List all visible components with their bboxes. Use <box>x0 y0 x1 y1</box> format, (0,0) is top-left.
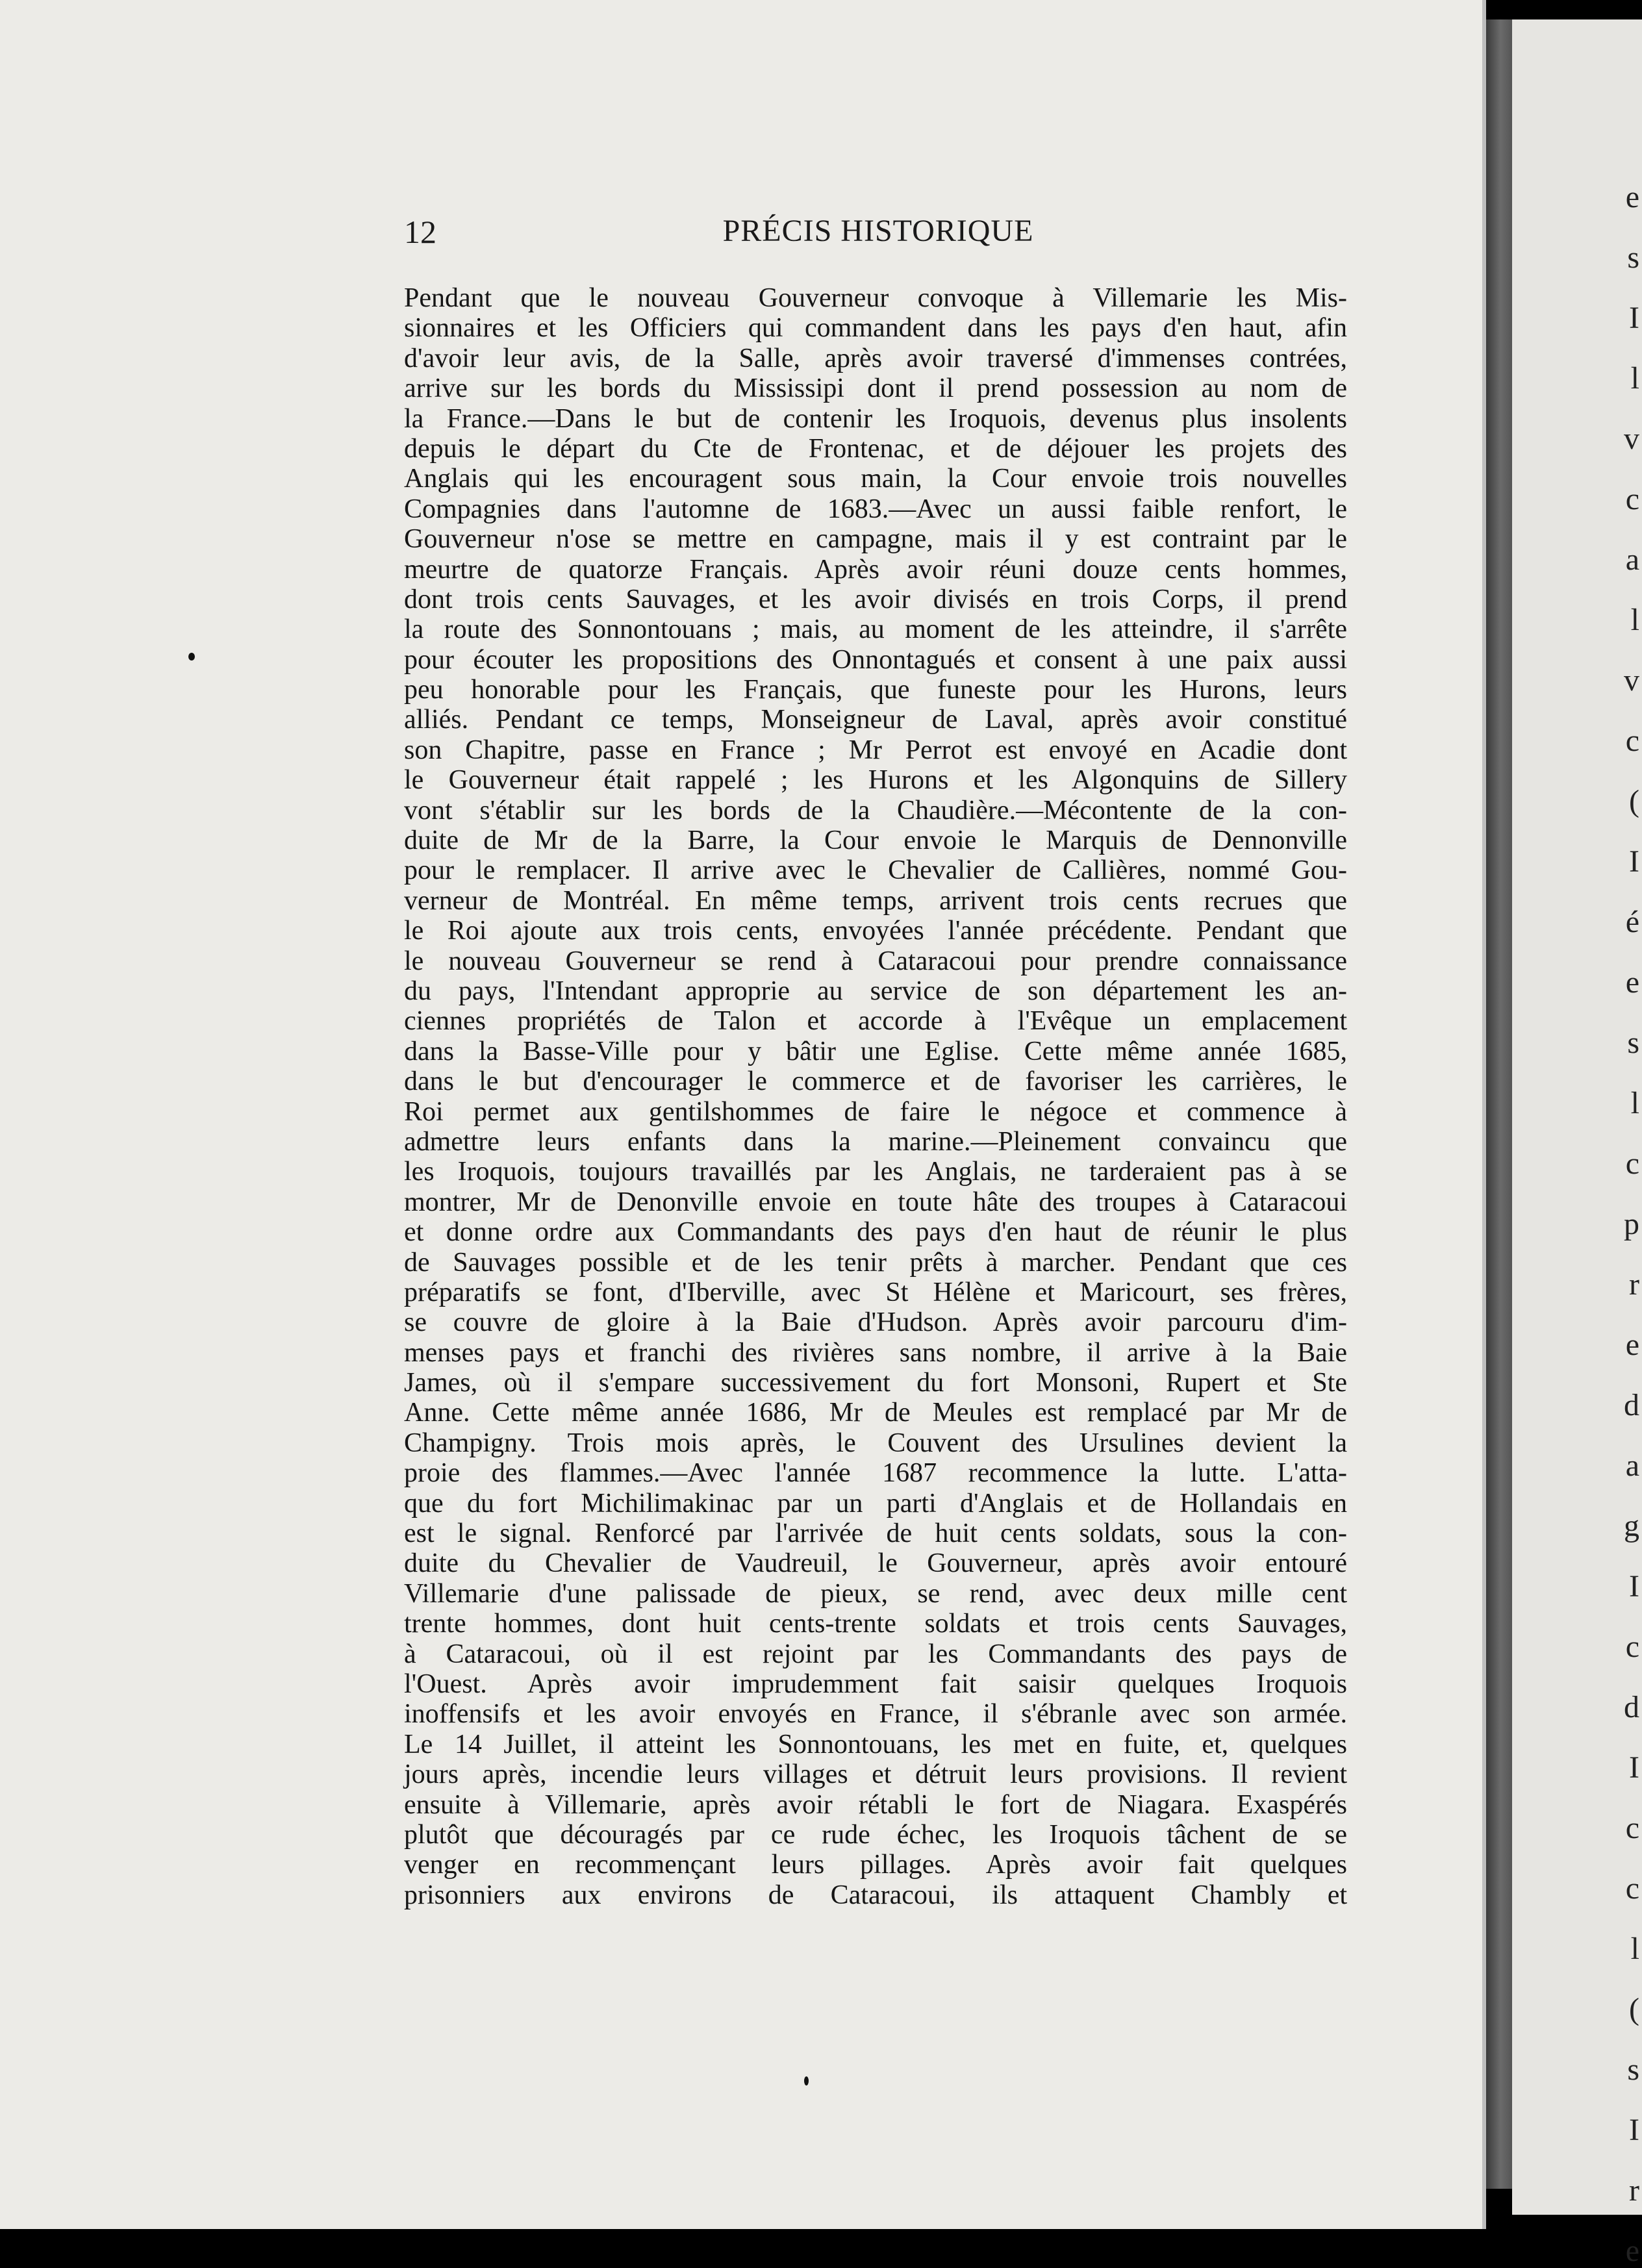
adjacent-page-fragment: c <box>1625 1871 1639 1906</box>
text-line: pour écouter les propositions des Onnontagués et consent à une paix aussi <box>404 644 1347 675</box>
adjacent-page-fragment: l <box>1630 1086 1639 1120</box>
text-line: le Gouverneur était rappelé ; les Hurons et les Algonquins de Sillery <box>404 765 1347 796</box>
adjacent-page-fragment: ( <box>1629 784 1639 818</box>
text-line: pour le remplacer. Il arrive avec le Chevalier de Callières, nommé Gou- <box>404 855 1347 886</box>
adjacent-page-fragment: l <box>1630 603 1639 637</box>
text-line: Pendant que le nouveau Gouverneur convoque à Villemarie les Mis- <box>404 283 1347 313</box>
text-line: prisonniers aux environs de Cataracoui, ils attaquent Chambly et <box>404 1880 1347 1910</box>
adjacent-page-fragment: d <box>1624 1690 1639 1724</box>
adjacent-page-fragment: I <box>1629 1569 1639 1604</box>
text-line: son Chapitre, passe en France ; Mr Perrot est envoyé en Acadie dont <box>404 735 1347 765</box>
adjacent-page-fragment: é <box>1625 905 1639 939</box>
adjacent-page-fragment: s <box>1627 1026 1639 1060</box>
text-line: Roi permet aux gentilshommes de faire le négoce et commence à <box>404 1096 1347 1127</box>
text-line: est le signal. Renforcé par l'arrivée de huit cents soldats, sous la con- <box>404 1518 1347 1549</box>
text-line: duite de Mr de la Barre, la Cour envoie le Marquis de Dennonville <box>404 825 1347 856</box>
text-line: plutôt que découragés par ce rude échec, les Iroquois tâchent de se <box>404 1819 1347 1850</box>
adjacent-page-fragment: c <box>1625 1811 1639 1845</box>
adjacent-page-fragment: v <box>1624 663 1639 698</box>
adjacent-page-fragment: a <box>1625 1448 1639 1483</box>
text-line: le nouveau Gouverneur se rend à Cataracoui pour prendre connaissance <box>404 946 1347 976</box>
text-line: de Sauvages possible et de les tenir prêts à marcher. Pendant que ces <box>404 1247 1347 1278</box>
adjacent-page-fragment: s <box>1627 2052 1639 2087</box>
text-line: les Iroquois, toujours travaillés par les Anglais, ne tarderaient pas à se <box>404 1157 1347 1187</box>
text-line: sionnaires et les Officiers qui commandent dans les pays d'en haut, afin <box>404 313 1347 344</box>
adjacent-page-fragment: c <box>1625 724 1639 758</box>
text-line: menses pays et franchi des rivières sans nombre, il arrive à la Baie <box>404 1337 1347 1368</box>
text-line: James, où il s'empare successivement du fort Monsoni, Rupert et Ste <box>404 1368 1347 1398</box>
text-line: ensuite à Villemarie, après avoir rétabli le fort de Niagara. Exaspérés <box>404 1789 1347 1820</box>
adjacent-page-edge <box>1512 19 1642 2268</box>
text-line: alliés. Pendant ce temps, Monseigneur de Laval, après avoir constitué <box>404 705 1347 735</box>
text-line: vont s'établir sur les bords de la Chaudière.—Mécontente de la con- <box>404 795 1347 825</box>
text-line: Compagnies dans l'automne de 1683.—Avec un aussi faible renfort, le <box>404 494 1347 524</box>
adjacent-page-fragment: v <box>1624 422 1639 456</box>
text-line: meurtre de quatorze Français. Après avoir réuni douze cents hommes, <box>404 554 1347 585</box>
page-number: 12 <box>404 214 436 250</box>
text-line: préparatifs se font, d'Iberville, avec St Hélène et Maricourt, ses frères, <box>404 1277 1347 1307</box>
text-line: dont trois cents Sauvages, et les avoir divisés en trois Corps, il prend <box>404 584 1347 614</box>
text-line: Le 14 Juillet, il atteint les Sonnontouans, les met en fuite, et, quelques <box>404 1729 1347 1759</box>
adjacent-page-fragment: c <box>1625 1146 1639 1181</box>
book-gutter <box>1486 19 1512 2189</box>
adjacent-page-fragment: e <box>1625 2234 1639 2268</box>
text-line: Anne. Cette même année 1686, Mr de Meules est remplacé par Mr de <box>404 1398 1347 1428</box>
body-text <box>404 283 1347 1910</box>
adjacent-page-fragment: g <box>1624 1509 1639 1543</box>
text-line: que du fort Michilimakinac par un parti d'Anglais et de Hollandais en <box>404 1488 1347 1518</box>
text-line: dans le but d'encourager le commerce et de favoriser les carrières, le <box>404 1066 1347 1097</box>
adjacent-page-fragment: e <box>1625 1328 1639 1362</box>
text-line: duite du Chevalier de Vaudreuil, le Gouverneur, après avoir entouré <box>404 1548 1347 1579</box>
text-line: depuis le départ du Cte de Frontenac, et de déjouer les projets des <box>404 433 1347 464</box>
text-line: proie des flammes.—Avec l'année 1687 recommence la lutte. L'atta- <box>404 1458 1347 1489</box>
text-line: d'avoir leur avis, de la Salle, après avoir traversé d'immenses contrées, <box>404 343 1347 373</box>
text-line: admettre leurs enfants dans la marine.—Pleinement convaincu que <box>404 1126 1347 1157</box>
text-line: inoffensifs et les avoir envoyés en France, il s'ébranle avec son armée. <box>404 1699 1347 1730</box>
text-line: se couvre de gloire à la Baie d'Hudson. Après avoir parcouru d'im- <box>404 1307 1347 1338</box>
adjacent-page-fragment: I <box>1629 844 1639 879</box>
adjacent-page-fragment: I <box>1629 301 1639 335</box>
text-line: l'Ouest. Après avoir imprudemment fait saisir quelques Iroquois <box>404 1669 1347 1699</box>
ink-speck <box>804 2076 809 2085</box>
text-line: et donne ordre aux Commandants des pays d'en haut de réunir le plus <box>404 1217 1347 1248</box>
text-line: verneur de Montréal. En même temps, arrivent trois cents recrues que <box>404 885 1347 916</box>
text-line: à Cataracoui, où il est rejoint par les Commandants des pays de <box>404 1639 1347 1669</box>
text-line: Villemarie d'une palissade de pieux, se rend, avec deux mille cent <box>404 1578 1347 1609</box>
adjacent-page-fragment: e <box>1625 180 1639 214</box>
adjacent-page-fragment: I <box>1629 1750 1639 1785</box>
text-line: Champigny. Trois mois après, le Couvent des Ursulines devient la <box>404 1428 1347 1458</box>
text-line: montrer, Mr de Denonville envoie en toute hâte des troupes à Cataracoui <box>404 1187 1347 1217</box>
ink-speck <box>188 653 195 661</box>
text-line: arrive sur les bords du Mississipi dont il prend possession au nom de <box>404 373 1347 404</box>
text-line: peu honorable pour les Français, que funeste pour les Hurons, leurs <box>404 675 1347 705</box>
running-title: PRÉCIS HISTORIQUE <box>722 214 1034 248</box>
adjacent-page-fragment: l <box>1630 1932 1639 1966</box>
text-line: Gouverneur n'ose se mettre en campagne, mais il y est contraint par le <box>404 524 1347 555</box>
adjacent-page-fragment: ( <box>1629 1992 1639 2026</box>
text-line: le Roi ajoute aux trois cents, envoyées l'année précédente. Pendant que <box>404 916 1347 946</box>
text-line: du pays, l'Intendant approprie au service de son département les an- <box>404 976 1347 1006</box>
adjacent-page-fragment: l <box>1630 361 1639 396</box>
adjacent-page-fragment: r <box>1629 1267 1639 1302</box>
adjacent-page-fragment: a <box>1625 542 1639 577</box>
page-header <box>404 213 1352 258</box>
text-line: Anglais qui les encouragent sous main, la Cour envoie trois nouvelles <box>404 464 1347 494</box>
text-line: ciennes propriétés de Talon et accorde à l'Evêque un emplacement <box>404 1006 1347 1037</box>
text-line: jours après, incendie leurs villages et détruit leurs provisions. Il revient <box>404 1759 1347 1790</box>
text-line: la route des Sonnontouans ; mais, au moment de les atteindre, il s'arrête <box>404 614 1347 645</box>
adjacent-page-fragment: I <box>1629 2113 1639 2147</box>
adjacent-page-fragment: c <box>1625 1630 1639 1664</box>
adjacent-page-fragment: r <box>1629 2173 1639 2208</box>
adjacent-page-fragment: s <box>1627 240 1639 275</box>
adjacent-page-fragment: d <box>1624 1388 1639 1422</box>
adjacent-page-fragment: p <box>1624 1207 1639 1241</box>
adjacent-page-fragment: e <box>1625 965 1639 1000</box>
text-line: venger en recommençant leurs pillages. Après avoir fait quelques <box>404 1850 1347 1880</box>
text-line: la France.—Dans le but de contenir les Iroquois, devenus plus insolents <box>404 403 1347 434</box>
text-line: trente hommes, dont huit cents-trente soldats et trois cents Sauvages, <box>404 1609 1347 1639</box>
text-line: dans la Basse-Ville pour y bâtir une Eglise. Cette même année 1685, <box>404 1036 1347 1066</box>
adjacent-page-fragment: c <box>1625 482 1639 516</box>
